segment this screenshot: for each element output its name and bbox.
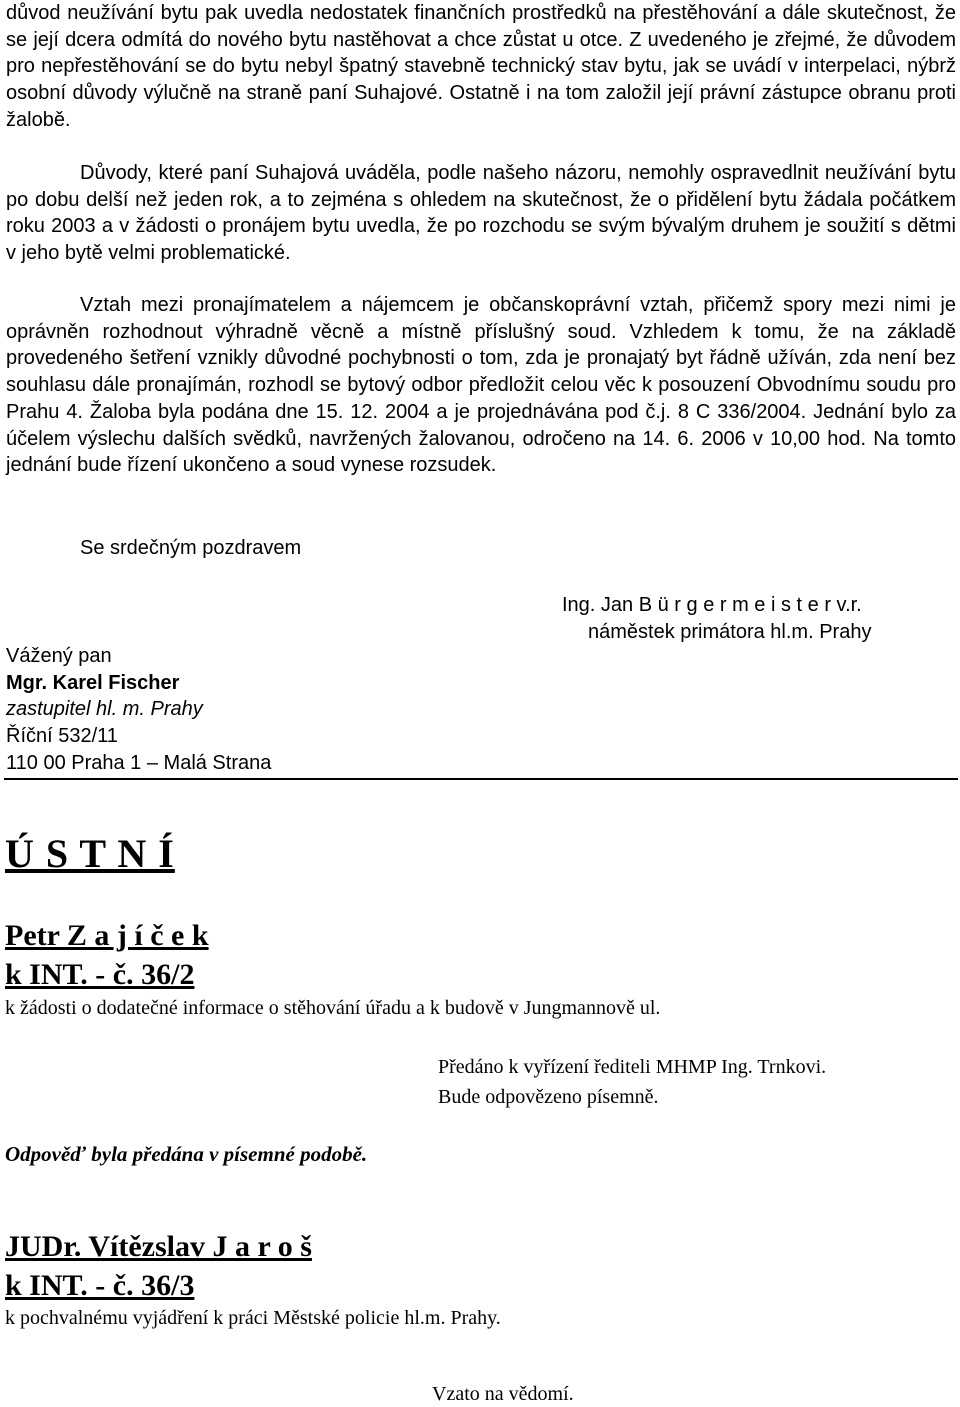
item-2-note: Vzato na vědomí.: [432, 1383, 574, 1405]
addressee-city: 110 00 Praha 1 – Malá Strana: [6, 751, 272, 774]
addressee-block: [6, 643, 271, 777]
item-2-subject: k pochvalnému vyjádření k práci Městské policie hl.m. Prahy.: [5, 1307, 501, 1329]
signature-title: náměstek primátora hl.m. Prahy: [588, 620, 872, 643]
item-2-author: JUDr. Vítězslav J a r o š: [5, 1230, 312, 1263]
item-1-author: Petr Z a j í č e k: [5, 919, 209, 952]
item-2-ref: k INT. - č. 36/3: [5, 1269, 195, 1302]
signature-name: Ing. Jan B ü r g e r m e i s t e r v.r.: [562, 594, 862, 616]
item-1-note: [438, 1052, 826, 1112]
item-1-note-line-1: Předáno k vyřízení řediteli MHMP Ing. Trnkovi.: [438, 1056, 827, 1078]
addressee-salutation: Vážený pan: [6, 645, 112, 667]
item-1-subject: k žádosti o dodatečné informace o stěhování úřadu a k budově v Jungmannově ul.: [5, 997, 661, 1019]
item-1-answer: Odpověď byla předána v písemné podobě.: [5, 1142, 368, 1166]
signature-block: [562, 592, 942, 645]
item-1-note-line-2: Bude odpovězeno písemně.: [438, 1086, 659, 1108]
item-1-ref: k INT. - č. 36/2: [5, 958, 195, 991]
horizontal-rule: [4, 778, 958, 780]
section-title: Ú S T N Í: [5, 831, 175, 876]
addressee-role: zastupitel hl. m. Prahy: [6, 698, 203, 721]
paragraph-1: důvod neužívání bytu pak uvedla nedostatek finančních prostředků na přestěhování a dále skutečnost, že se její dcera odmítá do nového bytu nastěhovat a chce zůstat u otce. Z uvedeného je zřejmé, že důvodem pro nepřestěhování se do bytu nebyl špatný stavebně technický stav bytu, jak se uvádí v interpelaci, nýbrž osobní důvody výlučně na straně paní Suhajové. Ostatně i na tom založil její právní zástupce obranu proti žalobě.: [6, 2, 956, 131]
paragraph-2: Důvody, které paní Suhajová uváděla, podle našeho názoru, nemohly ospravedlnit neužívání bytu po dobu delší než jeden rok, a to zejména s ohledem na skutečnost, že o přidělení bytu žádala počátkem roku 2003 a v žádosti o pronájem bytu uvedla, že po rozchodu se svým bývalým druhem je soužití s dětmi v jeho bytě velmi problematické.: [6, 162, 956, 265]
paragraph-3: Vztah mezi pronajímatelem a nájemcem je občanskoprávní vztah, přičemž spory mezi nimi je oprávněn rozhodnout výhradně věcně a místně příslušný soud. Vzhledem k tomu, že na základě provedeného šetření vznikly důvodné pochybnosti o tom, zda je pronajatý byt řádně užíván, zda není bez souhlasu dále pronajímán, rozhodl se bytový odbor předložit celou věc k posouzení Obvodnímu soudu pro Prahu 4. Žaloba byla podána dne 15. 12. 2004 a je projednávána pod č.j. 8 C 336/2004. Jednání bylo za účelem výslechu dalších svědků, navržených žalovanou, odročeno na 14. 6. 2006 v 10,00 hod. Na tomto jednání bude řízení ukončeno a soud vynese rozsudek.: [6, 294, 956, 477]
addressee-street: Říční 532/11: [6, 725, 118, 748]
addressee-name: Mgr. Karel Fischer: [6, 671, 180, 694]
closing-greeting: Se srdečným pozdravem: [80, 537, 302, 559]
